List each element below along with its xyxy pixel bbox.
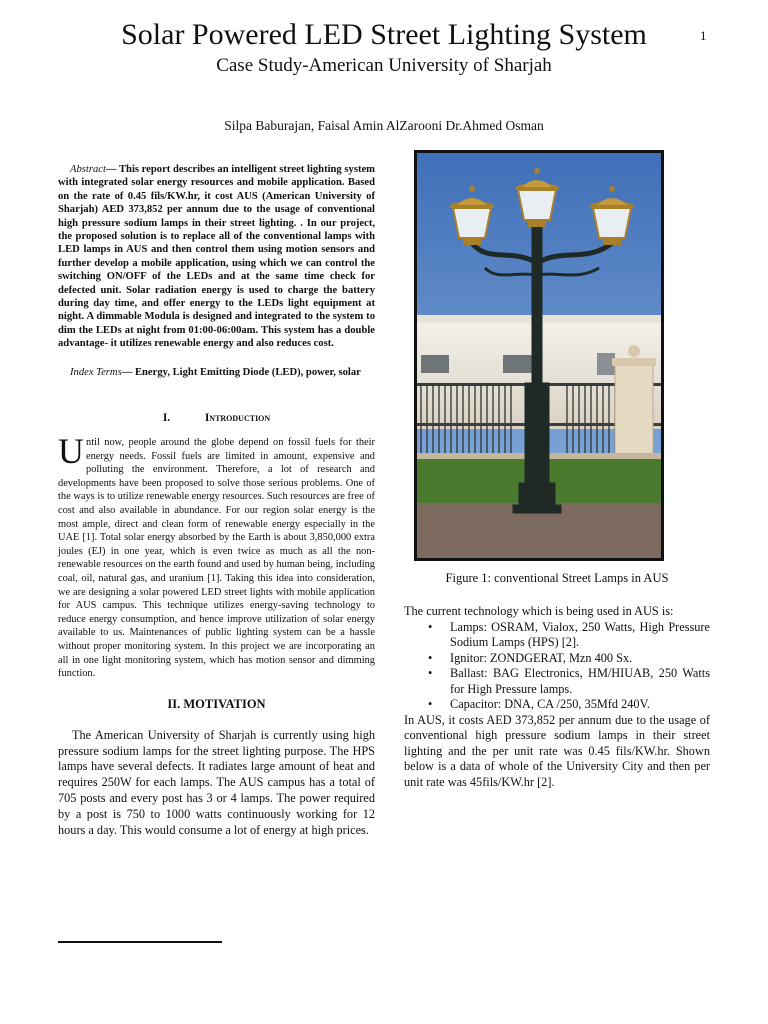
motivation-body: The American University of Sharjah is currently using high pressure sodium lamps for the street lighting purpose. The HPS lamps have several defects. It radiates large amount of heat and requires 250W for each lamps. The AUS campus has a total of 705 posts and every post has 3 or 4 lamps. The power required by a post is 750 to 1000 watts continuously working for 12 hours a day. This would consume a lot of energy at high prices. [58, 727, 375, 837]
abstract [58, 163, 375, 351]
abstract-text: This report describes an intelligent street lighting system with integrated solar energy resources and mobile application. Based on the rate of 0.45 fils/KW.hr, it cost AUS (American University of Sharjah) AED 373,852 per annum due to the usage of conventional high pressure sodium lamps in their street lighting. . In our project, the proposed solution is to replace all of the conventional lamps with LED lamps in AUS and then control them using motion sensors and further develop a mobile application, using which we can control the switching ON/OFF of the LEDs and at the same time check for defected unit. Solar radiation energy is used to charge the battery during day time, and offer energy to the LEDs light equipment at night. A dimmable Modula is designed and integrated to the system to dim the LEDs at night from 01:00-06:00am. This system has a double advantage- it utilizes renewable energy and also reduces cost. [58, 164, 375, 350]
technology-list [404, 620, 710, 713]
introduction-body [58, 431, 375, 681]
drop-cap: U [58, 431, 84, 472]
bullet: • [428, 697, 433, 711]
pillar-cap [612, 358, 656, 366]
abstract-dash: — [105, 164, 119, 175]
paper-subtitle: Case Study-American University of Sharjah [216, 55, 552, 76]
footnote-rule [58, 941, 222, 943]
index-terms-text: Energy, Light Emitting Diode (LED), power, solar [134, 366, 361, 378]
right-column [404, 150, 710, 790]
building-window [421, 355, 449, 373]
index-terms-dash: — [121, 366, 135, 378]
street-lamp-photo [414, 150, 664, 561]
bullet: • [428, 650, 433, 665]
paper-title: Solar Powered LED Street Lighting System [121, 18, 647, 51]
abstract-lead: Abstract [70, 164, 106, 175]
list-item-text: Capacitor: DNA, CA /250, 35Mfd 240V. [450, 697, 650, 711]
index-terms [58, 366, 375, 379]
motivation-heading: II. MOTIVATION [167, 696, 266, 711]
pillar-finial [628, 345, 640, 357]
building-window [503, 355, 533, 373]
introduction-heading [58, 412, 375, 424]
introduction-number: I. [162, 412, 171, 425]
list-item-text: Ballast: BAG Electronics, HM/HIUAB, 250 Watts for High Pressure lamps. [450, 666, 710, 696]
list-item [428, 666, 710, 697]
cost-paragraph: In AUS, it costs AED 373,852 per annum due to the usage of conventional high pressure sodium lamps in their street lighting and the per unit rate was 0.45 fils/KW.hr. Shown below is a data of whole of the University City and then per unit rate was 45fils/KW.hr [2]. [404, 712, 710, 789]
bullet: • [428, 666, 433, 680]
list-item-text: Ignitor: ZONDGERAT, Mzn 400 Sx. [450, 650, 633, 665]
street-lamp-illustration [417, 153, 661, 558]
introduction-text: ntil now, people around the globe depend on fossil fuels for their energy needs. Fossil fuels are limited in amount, expensive and polluting the environment. Therefore, a lot of research and developments have been proposed to solve those serious problems. One of the ways is to utilize renewable energy resources. Such resources are free of cost and also available in abundance. For our region solar energy is the most ample, direct and clean form of renewable energy especially in the UAE [1]. Total solar energy absorbed by the Earth is about 3,850,000 extra joules (EJ) in one year, which is even twice as much as all the non-renewable resources on the earth found and used by human being, including coal, oil, natural gas, and uranium [1]. Taking this idea into consideration, we are designing a solar powered LED street lights with mobile application for AUS campus. This technique utilizes energy-saving technology to reduce energy consumption, and hence improve utilization of solar energy available to us. Maintenances of public lighting system can be a hassle without proper monitoring system. In this project we are incorporating an all in one light monitoring system, which has motion sensor and dimming function. [58, 437, 375, 680]
technology-intro: The current technology which is being used in AUS is: [404, 604, 674, 618]
list-item [428, 697, 710, 713]
list-item [428, 650, 710, 667]
left-column [58, 163, 375, 838]
stone-pillar [615, 363, 653, 463]
author-list: Silpa Baburajan, Faisal Amin AlZarooni Dr.Ahmed Osman [224, 118, 544, 133]
introduction-title: Introduction [204, 412, 271, 425]
list-item [428, 619, 710, 651]
figure-caption: Figure 1: conventional Street Lamps in AUS [445, 571, 669, 585]
bullet: • [428, 619, 433, 634]
index-terms-lead: Index Terms [70, 366, 122, 378]
list-item-text: Lamps: OSRAM, Vialox, 250 Watts, High Pressure Sodium Lamps (HPS) [2]. [450, 619, 710, 649]
page-number: 1 [700, 28, 707, 43]
